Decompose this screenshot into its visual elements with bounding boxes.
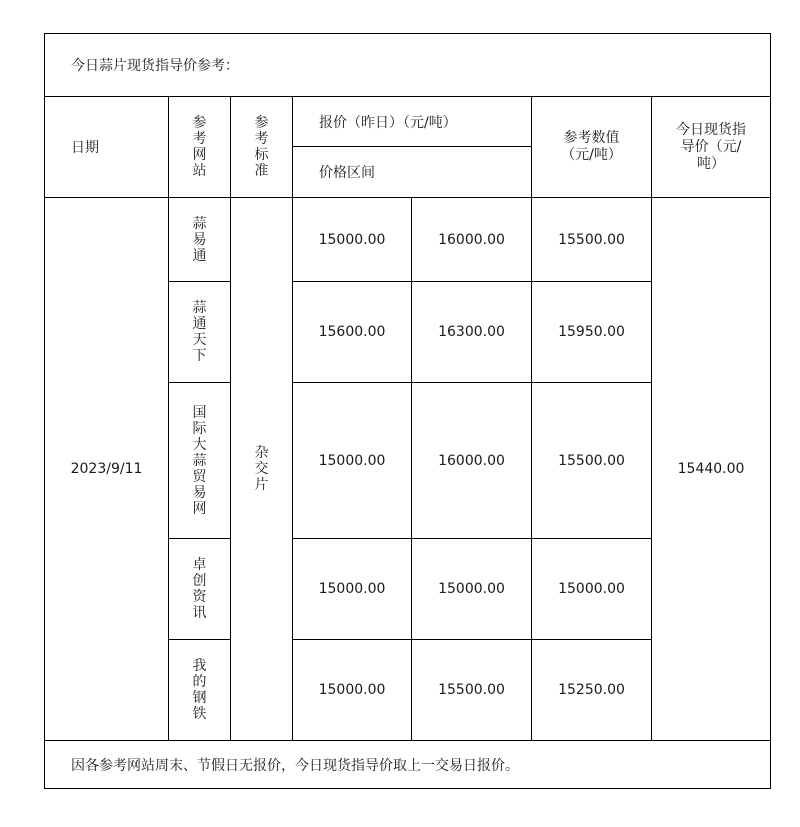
high-price-cell: 16000.00 xyxy=(412,198,532,282)
high-price-cell: 15000.00 xyxy=(412,539,532,640)
high-price-cell: 16000.00 xyxy=(412,383,532,539)
site-cell: 我的钢铁 xyxy=(169,640,231,741)
header-date: 日期 xyxy=(45,97,169,198)
header-range: 价格区间 xyxy=(293,147,532,198)
table-row xyxy=(45,198,771,282)
reference-cell: 15950.00 xyxy=(532,282,652,383)
site-cell: 国际大蒜贸易网 xyxy=(169,383,231,539)
header-site: 参考网站 xyxy=(169,97,231,198)
site-cell: 蒜通天下 xyxy=(169,282,231,383)
table-footer-note: 因各参考网站周末、节假日无报价，今日现货指导价取上一交易日报价。 xyxy=(45,741,771,789)
site-cell: 卓创资讯 xyxy=(169,539,231,640)
low-price-cell: 15000.00 xyxy=(293,539,412,640)
reference-cell: 15250.00 xyxy=(532,640,652,741)
low-price-cell: 15000.00 xyxy=(293,640,412,741)
site-cell: 蒜易通 xyxy=(169,198,231,282)
header-guide: 今日现货指导价（元/吨） xyxy=(652,97,771,198)
guide-price-cell: 15440.00 xyxy=(652,198,771,741)
low-price-cell: 15600.00 xyxy=(293,282,412,383)
header-quote: 报价（昨日）（元/吨） xyxy=(293,97,532,147)
high-price-cell: 15500.00 xyxy=(412,640,532,741)
table-title: 今日蒜片现货指导价参考： xyxy=(45,34,771,97)
low-price-cell: 15000.00 xyxy=(293,198,412,282)
standard-cell: 杂交片 xyxy=(231,198,293,741)
header-reference: 参考数值（元/吨） xyxy=(532,97,652,198)
high-price-cell: 16300.00 xyxy=(412,282,532,383)
header-standard: 参考标准 xyxy=(231,97,293,198)
reference-cell: 15000.00 xyxy=(532,539,652,640)
reference-cell: 15500.00 xyxy=(532,198,652,282)
reference-cell: 15500.00 xyxy=(532,383,652,539)
low-price-cell: 15000.00 xyxy=(293,383,412,539)
date-cell: 2023/9/11 xyxy=(45,198,169,741)
price-table xyxy=(44,33,771,789)
